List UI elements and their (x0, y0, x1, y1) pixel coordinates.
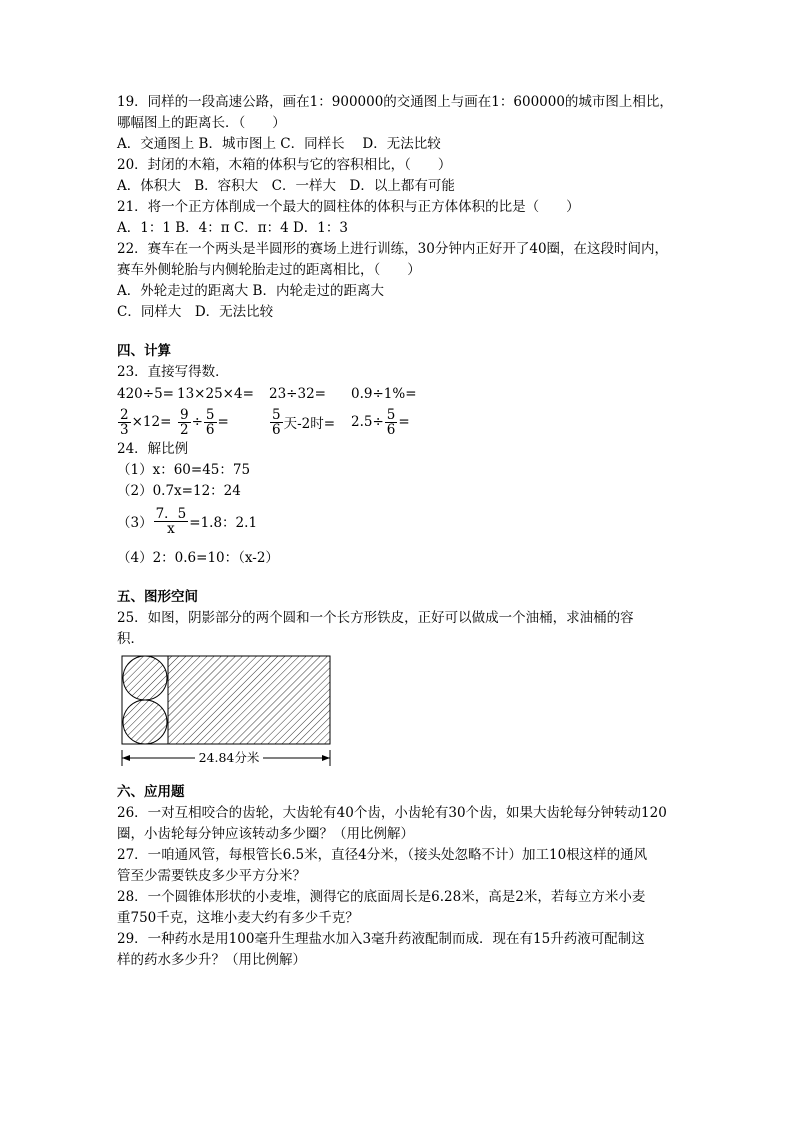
q20-line1: 20．封闭的木箱，木箱的体积与它的容积相比，（ ） (117, 157, 452, 173)
fraction-denominator: x (167, 520, 175, 537)
arrow-right-icon (322, 755, 330, 761)
q24-part1: （1）x：60=45：75 (117, 462, 251, 478)
expression-tail: = (217, 414, 229, 430)
shaded-circle-top (123, 656, 167, 700)
expression-tail: =1.8：2.1 (189, 515, 258, 531)
fraction-denominator: 6 (205, 421, 215, 438)
fraction (154, 507, 189, 536)
q23-item-8 (351, 408, 410, 437)
dimension-label: 24.84分米 (198, 750, 260, 765)
q19-line2: 哪幅图上的距离长．（ ） (117, 115, 286, 131)
q25-line1: 25．如图，阴影部分的两个圆和一个长方形铁皮，正好可以做成一个油桶，求油桶的容 (117, 610, 634, 626)
q25-line2: 积． (117, 631, 144, 647)
q23-item-1: 420÷5= (117, 386, 174, 402)
q23-item-4: 0.9÷1%= (351, 386, 417, 402)
section6-title: 六、应用题 (117, 784, 185, 800)
q23-row2 (117, 405, 697, 439)
q22-line2: 赛车外侧轮胎与内侧轮胎走过的距离相比，（ ） (117, 262, 421, 278)
q28-line2: 重750千克，这堆小麦大约有多少千克？ (117, 910, 359, 926)
q19-options: A．交通图上 B．城市图上 C．同样长 D．无法比较 (117, 136, 441, 152)
part-label: （3） (117, 515, 153, 531)
q23-row1 (117, 383, 697, 405)
section4-title: 四、计算 (117, 343, 171, 359)
fraction-numerator: 2 (120, 406, 129, 423)
fraction-denominator: 3 (120, 421, 129, 438)
q27-line2: 管至少需要铁皮多少平方分米？ (117, 868, 306, 884)
worksheet-page (117, 92, 697, 971)
q19-line1: 19．同样的一段高速公路，画在1：900000的交通图上与画在1：600000的城市图上相比， (117, 94, 673, 110)
shaded-circle-bottom (123, 700, 167, 744)
q29-line1: 29．一种药水是用100毫升生理盐水加入3毫升药液配制而成．现在有15升药液可配制这 (117, 931, 645, 947)
q23-item-7 (269, 408, 351, 437)
q27-line1: 27．一咱通风管，每根管长6.5米，直径4分米，（接头处忽略不计）加工10根这样的通风 (117, 847, 648, 863)
shaded-rectangle (168, 656, 330, 744)
fraction (204, 408, 217, 437)
fraction-numerator: 9 (180, 406, 189, 423)
q28-line1: 28．一个圆锥体形状的小麦堆，测得它的底面周长是6.28米，高是2米，若每立方米小麦 (117, 889, 646, 905)
q23-item-2: 13×25×4= (177, 386, 254, 402)
q26-line1: 26．一对互相咬合的齿轮，大齿轮有40个齿，小齿轮有30个齿，如果大齿轮每分钟转动120 (117, 805, 667, 821)
q21-line1: 21．将一个正方体削成一个最大的圆柱体的体积与正方体体积的比是（ ） (117, 199, 580, 215)
expression-head: 2.5÷ (351, 414, 384, 430)
fraction (385, 408, 398, 437)
fraction (118, 408, 131, 437)
q23-item-3: 23÷32= (269, 386, 326, 402)
section5-title: 五、图形空间 (117, 589, 198, 605)
fraction-numerator: 5 (205, 406, 215, 423)
q24-title: 24．解比例 (117, 441, 189, 457)
oil-drum-figure (117, 654, 337, 774)
q21-options: A．1：1 B．4：π C．π：4 D．1：3 (117, 220, 348, 236)
q26-line2: 圈，小齿轮每分钟应该转动多少圈？（用比例解） (117, 826, 414, 842)
q23-item-6 (177, 408, 269, 437)
q24-part3 (117, 502, 697, 540)
expression-tail: 天-2时= (283, 416, 336, 432)
oil-drum-diagram (117, 654, 337, 774)
fraction (178, 408, 191, 437)
q22-options2: C．同样大 D．无法比较 (117, 304, 274, 320)
expression-tail: ×12= (131, 414, 172, 430)
fraction-numerator: 5 (272, 406, 281, 423)
fraction-numerator: 7．5 (155, 505, 187, 522)
q22-options1: A．外轮走过的距离大 B．内轮走过的距离大 (117, 283, 384, 299)
fraction (270, 408, 283, 437)
q24-part2: （2）0.7x=12：24 (117, 483, 241, 499)
q24-part4: （4）2：0.6=10：（x-2） (117, 550, 279, 566)
arrow-left-icon (122, 755, 130, 761)
q22-line1: 22．赛车在一个两头是半圆形的赛场上进行训练，30分钟内正好开了40圈，在这段时间内， (117, 241, 669, 257)
q29-line2: 样的药水多少升？（用比例解） (117, 952, 306, 968)
expression-tail: = (398, 414, 410, 430)
operator: ÷ (191, 414, 203, 430)
fraction-denominator: 6 (272, 421, 281, 438)
fraction-denominator: 6 (386, 421, 396, 438)
q23-item-5 (117, 408, 177, 437)
q20-options: A．体积大 B．容积大 C．一样大 D．以上都有可能 (117, 178, 455, 194)
fraction-numerator: 5 (386, 406, 396, 423)
fraction-denominator: 2 (180, 421, 189, 438)
q23-title: 23．直接写得数． (117, 364, 229, 380)
